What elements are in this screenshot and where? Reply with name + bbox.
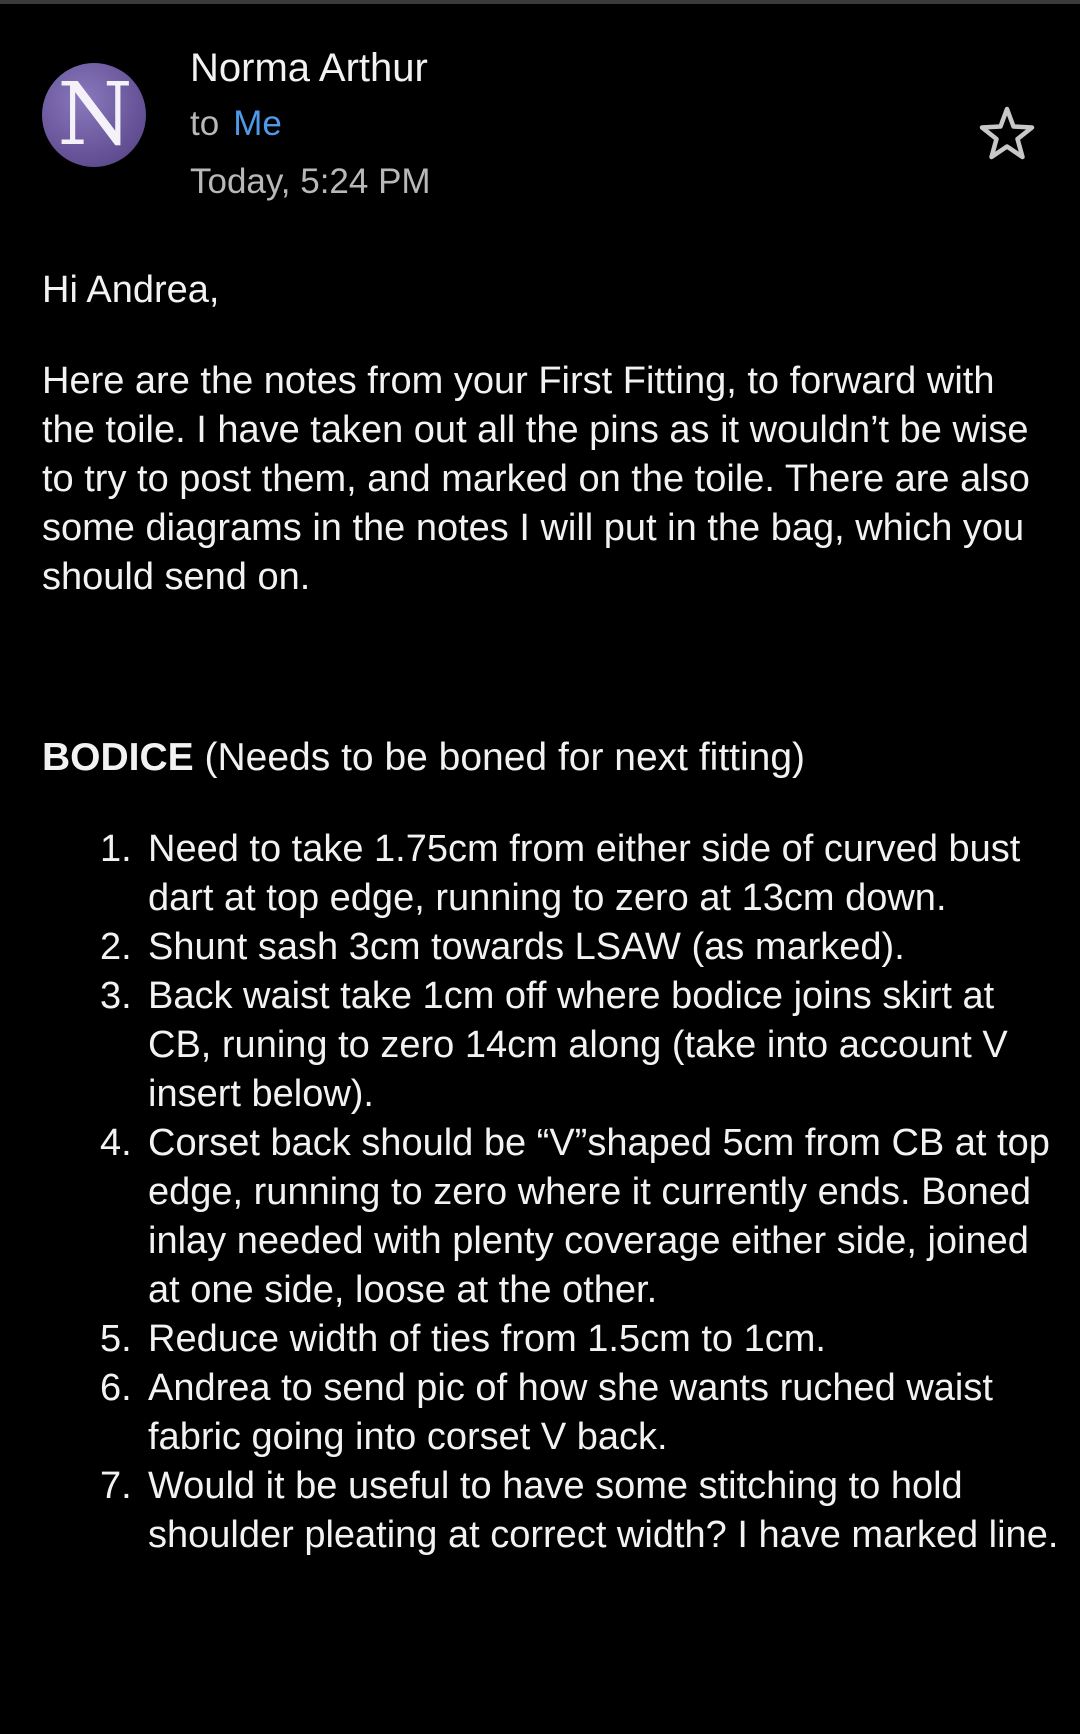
note-item [0, 825, 1080, 923]
sender-name[interactable]: Norma Arthur [190, 46, 428, 90]
note-text: Shunt sash 3cm towards LSAW (as marked). [148, 926, 905, 968]
note-number: 4. [100, 1122, 132, 1164]
notes-list [0, 825, 1080, 1560]
note-number: 5. [100, 1318, 132, 1360]
recipient-line [190, 102, 282, 146]
note-text: Need to take 1.75cm from either side of curved bust dart at top edge, running to zero at 13cm down. [148, 828, 1021, 919]
recipient-link[interactable]: Me [233, 104, 282, 143]
avatar-letter: N [57, 65, 131, 165]
star-outline-icon [976, 104, 1038, 166]
note-item [0, 1364, 1080, 1462]
note-text: Back waist take 1cm off where bodice joins skirt at CB, runing to zero 14cm along (take into account V insert below). [148, 975, 1008, 1115]
note-item [0, 923, 1080, 972]
note-text: Andrea to send pic of how she wants ruched waist fabric going into corset V back. [148, 1367, 993, 1458]
section-subtitle: (Needs to be boned for next fitting) [193, 736, 806, 779]
to-label: to [190, 104, 220, 143]
note-item [0, 1315, 1080, 1364]
note-text: Reduce width of ties from 1.5cm to 1cm. [148, 1318, 826, 1360]
star-button[interactable] [976, 104, 1038, 166]
message-timestamp: Today, 5:24 PM [190, 162, 431, 201]
greeting: Hi Andrea, [42, 269, 220, 311]
intro-paragraph: Here are the notes from your First Fitting, to forward with the toile. I have taken out all the pins as it wouldn’t be wise to try to post them, and marked on the toile. There are also some diagrams in the notes I will put in the bag, which you should send on. [42, 360, 1030, 598]
note-item [0, 1462, 1080, 1560]
note-number: 3. [100, 975, 132, 1017]
message-header [0, 0, 1080, 230]
section-title: BODICE [42, 736, 194, 779]
note-number: 7. [100, 1465, 132, 1507]
note-text: Corset back should be “V”shaped 5cm from CB at top edge, running to zero where it currently ends. Boned inlay needed with plenty coverage either side, joined at one side, loose at the other. [148, 1122, 1050, 1311]
section-heading [42, 733, 805, 782]
note-number: 1. [100, 828, 132, 870]
note-item [0, 972, 1080, 1119]
note-number: 2. [100, 926, 132, 968]
note-item [0, 1119, 1080, 1315]
note-text: Would it be useful to have some stitching to hold shoulder pleating at correct width? I have marked line. [148, 1465, 1059, 1556]
sender-avatar[interactable] [42, 63, 146, 167]
note-number: 6. [100, 1367, 132, 1409]
